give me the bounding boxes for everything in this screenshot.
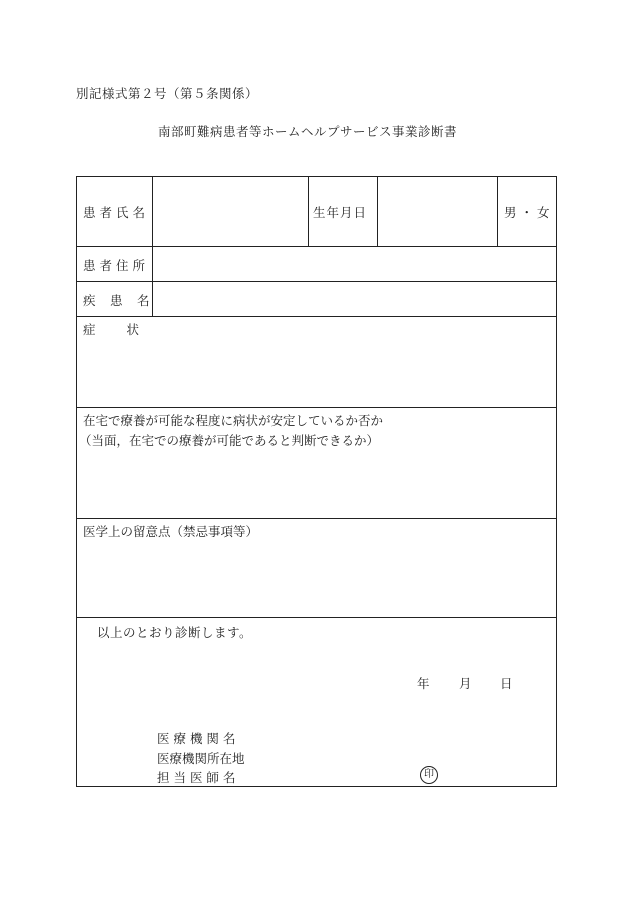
date-day-label: 日 <box>500 676 513 691</box>
disease-name-label: 疾 患 名 <box>83 293 151 308</box>
sex-column-divider <box>497 177 498 246</box>
disease-name-field[interactable] <box>153 281 557 316</box>
sex-selector[interactable]: 男 ・ 女 <box>504 205 550 220</box>
row-divider <box>77 518 556 519</box>
stability-question-line1: 在宅で療養が可能な程度に病状が安定しているか否か <box>83 413 384 428</box>
birthdate-field[interactable] <box>378 177 497 246</box>
seal-icon: 印 <box>420 766 438 784</box>
patient-address-field[interactable] <box>153 246 557 281</box>
certification-statement: 以上のとおり診断します。 <box>97 625 253 640</box>
symptoms-label: 症 状 <box>83 322 142 337</box>
patient-address-label: 患者住所 <box>83 258 150 273</box>
date-year-label: 年 <box>417 676 430 691</box>
diagnosis-form-table <box>76 176 557 787</box>
medical-notes-field[interactable] <box>77 541 557 617</box>
patient-name-field[interactable] <box>153 177 308 246</box>
stability-question-line2: （当面，在宅での療養が可能であると判断できるか） <box>79 433 380 448</box>
birthdate-label-left-divider <box>308 177 309 246</box>
row-divider <box>77 617 556 618</box>
row-divider <box>77 407 556 408</box>
symptoms-field[interactable] <box>77 337 557 407</box>
patient-name-label: 患者氏名 <box>83 205 150 220</box>
doctor-name-label: 担 当 医 師 名 <box>157 770 236 785</box>
medical-notes-label: 医学上の留意点（禁忌事項等） <box>83 524 259 539</box>
row-divider <box>77 316 556 317</box>
form-title: 南部町難病患者等ホームヘルプサービス事業診断書 <box>158 124 458 139</box>
birthdate-label: 生年月日 <box>313 205 368 220</box>
institution-name-label: 医 療 機 関 名 <box>157 731 236 746</box>
form-number: 別記様式第２号（第５条関係） <box>76 86 259 101</box>
institution-address-label: 医療機関所在地 <box>157 751 245 766</box>
date-month-label: 月 <box>459 676 472 691</box>
stability-answer-field[interactable] <box>77 449 557 517</box>
